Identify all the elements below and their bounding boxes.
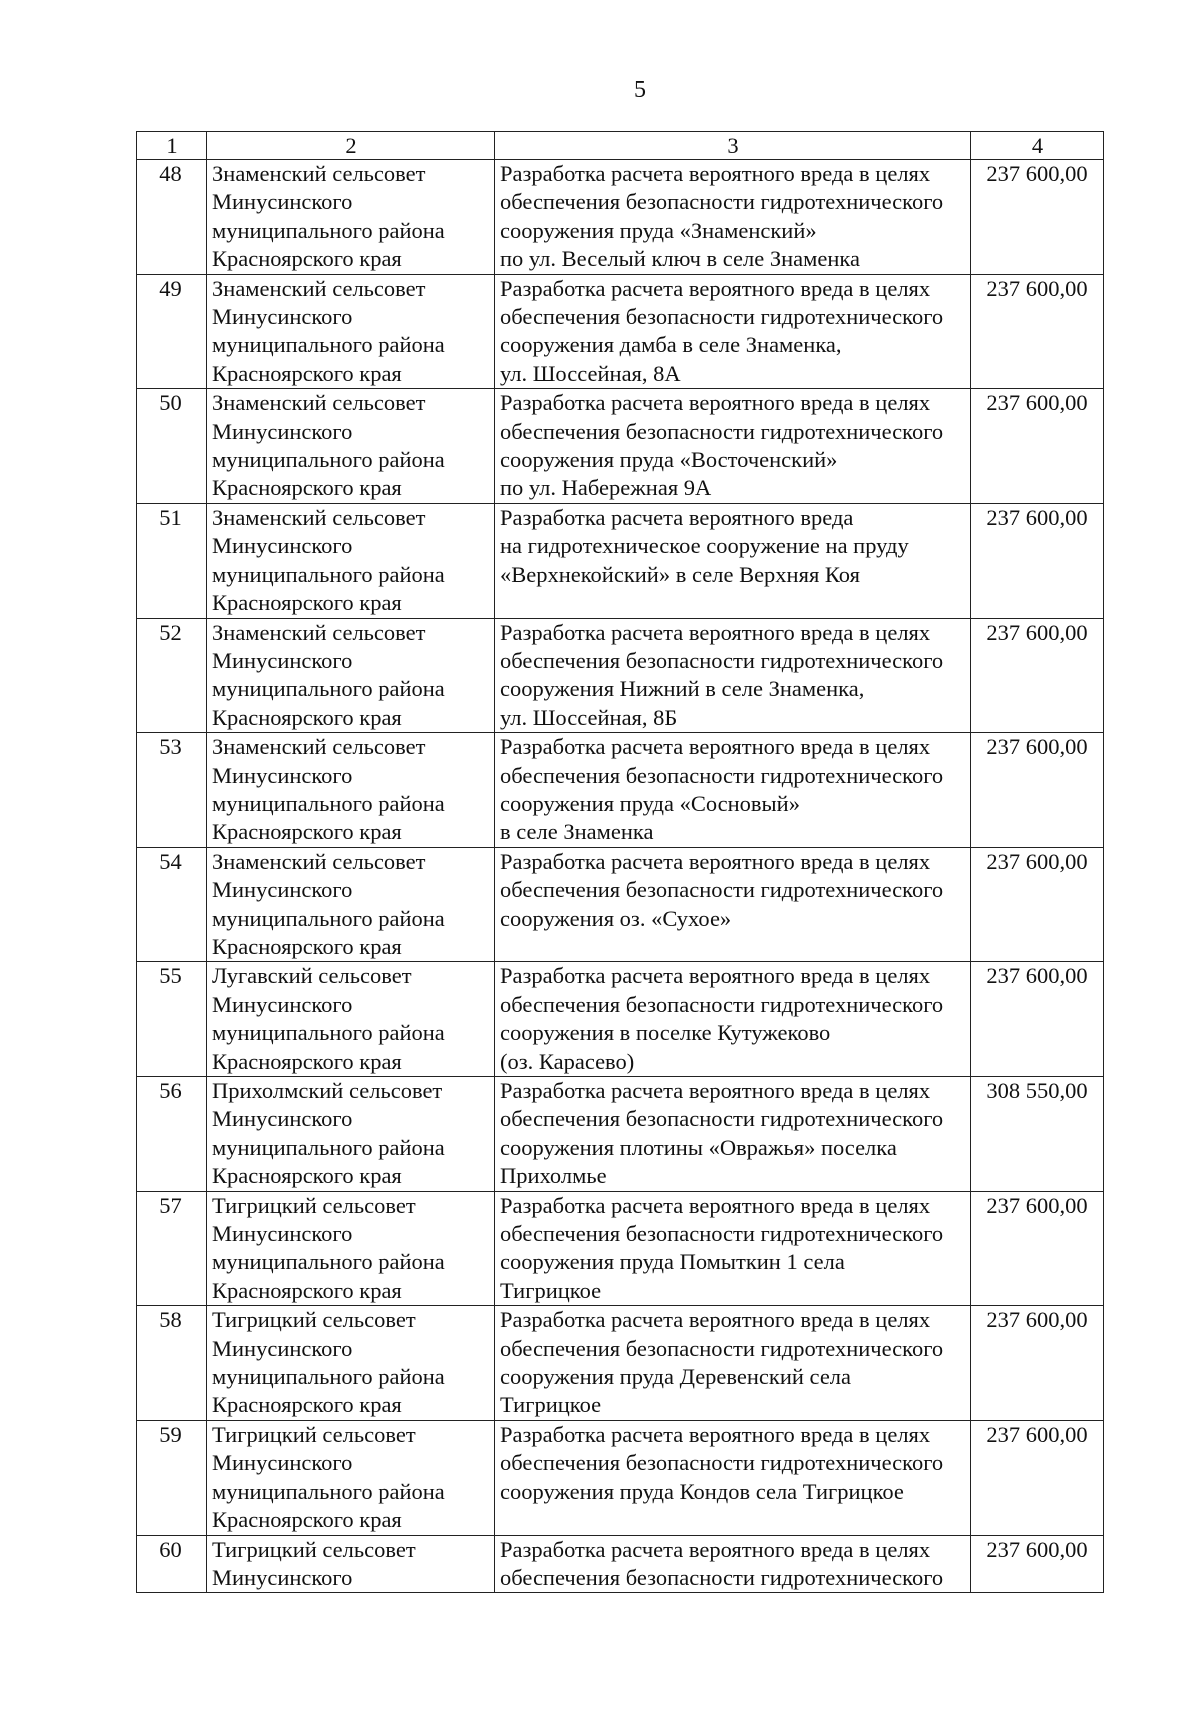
amount-cell: 237 600,00 — [971, 1191, 1104, 1306]
table-body — [137, 160, 1104, 1593]
table-header — [137, 132, 1104, 160]
table-row — [137, 618, 1104, 733]
header-col-3: 3 — [495, 132, 971, 160]
amount-cell: 237 600,00 — [971, 389, 1104, 504]
header-col-4: 4 — [971, 132, 1104, 160]
table-row — [137, 1191, 1104, 1306]
amount-cell: 237 600,00 — [971, 847, 1104, 962]
header-col-2: 2 — [207, 132, 495, 160]
amount-cell: 237 600,00 — [971, 1420, 1104, 1535]
recipient-cell: Знаменский сельсовет Минусинского муниципального района Красноярского края — [207, 733, 495, 848]
description-cell: Разработка расчета вероятного вреда в целях обеспечения безопасности гидротехнического сооружения дамба в селе Знаменка, ул. Шоссейная, 8А — [495, 274, 971, 389]
recipient-cell: Тигрицкий сельсовет Минусинского муниципального района Красноярского края — [207, 1420, 495, 1535]
recipient-cell: Прихолмский сельсовет Минусинского муниципального района Красноярского края — [207, 1077, 495, 1192]
description-cell: Разработка расчета вероятного вреда в целях обеспечения безопасности гидротехнического сооружения плотины «Овражья» поселка Прихолмье — [495, 1077, 971, 1192]
table-row — [137, 1420, 1104, 1535]
row-number: 57 — [137, 1191, 207, 1306]
recipient-cell: Лугавский сельсовет Минусинского муниципального района Красноярского края — [207, 962, 495, 1077]
row-number: 52 — [137, 618, 207, 733]
table-row — [137, 1077, 1104, 1192]
row-number: 59 — [137, 1420, 207, 1535]
amount-cell: 237 600,00 — [971, 1535, 1104, 1593]
row-number: 53 — [137, 733, 207, 848]
table-row — [137, 503, 1104, 618]
row-number: 58 — [137, 1306, 207, 1421]
table-row — [137, 962, 1104, 1077]
description-cell: Разработка расчета вероятного вреда в целях обеспечения безопасности гидротехнического сооружения в поселке Кутужеково (оз. Карасево) — [495, 962, 971, 1077]
header-row — [137, 132, 1104, 160]
table-row — [137, 160, 1104, 275]
description-cell: Разработка расчета вероятного вреда в целях обеспечения безопасности гидротехнического сооружения оз. «Сухое» — [495, 847, 971, 962]
funding-table — [136, 131, 1104, 1593]
description-cell: Разработка расчета вероятного вреда в целях обеспечения безопасности гидротехнического сооружения пруда «Восточенский» по ул. Набережная 9А — [495, 389, 971, 504]
row-number: 55 — [137, 962, 207, 1077]
row-number: 49 — [137, 274, 207, 389]
table-row — [137, 1306, 1104, 1421]
description-cell: Разработка расчета вероятного вреда в целях обеспечения безопасности гидротехнического сооружения Нижний в селе Знаменка, ул. Шоссейная, 8Б — [495, 618, 971, 733]
recipient-cell: Тигрицкий сельсовет Минусинского муниципального района Красноярского края — [207, 1191, 495, 1306]
recipient-cell: Знаменский сельсовет Минусинского муниципального района Красноярского края — [207, 503, 495, 618]
recipient-cell: Тигрицкий сельсовет Минусинского — [207, 1535, 495, 1593]
table-row — [137, 389, 1104, 504]
amount-cell: 237 600,00 — [971, 1306, 1104, 1421]
table-row — [137, 1535, 1104, 1593]
row-number: 56 — [137, 1077, 207, 1192]
row-number: 50 — [137, 389, 207, 504]
row-number: 51 — [137, 503, 207, 618]
description-cell: Разработка расчета вероятного вреда в целях обеспечения безопасности гидротехнического — [495, 1535, 971, 1593]
amount-cell: 237 600,00 — [971, 160, 1104, 275]
header-col-1: 1 — [137, 132, 207, 160]
description-cell: Разработка расчета вероятного вреда на гидротехническое сооружение на пруду «Верхнекойский» в селе Верхняя Коя — [495, 503, 971, 618]
table-row — [137, 847, 1104, 962]
table-row — [137, 733, 1104, 848]
description-cell: Разработка расчета вероятного вреда в целях обеспечения безопасности гидротехнического сооружения пруда «Сосновый» в селе Знаменка — [495, 733, 971, 848]
table-row — [137, 274, 1104, 389]
row-number: 60 — [137, 1535, 207, 1593]
amount-cell: 308 550,00 — [971, 1077, 1104, 1192]
recipient-cell: Знаменский сельсовет Минусинского муниципального района Красноярского края — [207, 847, 495, 962]
recipient-cell: Тигрицкий сельсовет Минусинского муниципального района Красноярского края — [207, 1306, 495, 1421]
amount-cell: 237 600,00 — [971, 733, 1104, 848]
description-cell: Разработка расчета вероятного вреда в целях обеспечения безопасности гидротехнического сооружения пруда «Знаменский» по ул. Веселый ключ в селе Знаменка — [495, 160, 971, 275]
row-number: 48 — [137, 160, 207, 275]
recipient-cell: Знаменский сельсовет Минусинского муниципального района Красноярского края — [207, 274, 495, 389]
page-number: 5 — [634, 77, 646, 103]
amount-cell: 237 600,00 — [971, 962, 1104, 1077]
row-number: 54 — [137, 847, 207, 962]
recipient-cell: Знаменский сельсовет Минусинского муниципального района Красноярского края — [207, 618, 495, 733]
recipient-cell: Знаменский сельсовет Минусинского муниципального района Красноярского края — [207, 389, 495, 504]
amount-cell: 237 600,00 — [971, 274, 1104, 389]
amount-cell: 237 600,00 — [971, 618, 1104, 733]
description-cell: Разработка расчета вероятного вреда в целях обеспечения безопасности гидротехнического сооружения пруда Деревенский села Тигрицкое — [495, 1306, 971, 1421]
description-cell: Разработка расчета вероятного вреда в целях обеспечения безопасности гидротехнического сооружения пруда Кондов села Тигрицкое — [495, 1420, 971, 1535]
description-cell: Разработка расчета вероятного вреда в целях обеспечения безопасности гидротехнического сооружения пруда Помыткин 1 села Тигрицкое — [495, 1191, 971, 1306]
recipient-cell: Знаменский сельсовет Минусинского муниципального района Красноярского края — [207, 160, 495, 275]
amount-cell: 237 600,00 — [971, 503, 1104, 618]
